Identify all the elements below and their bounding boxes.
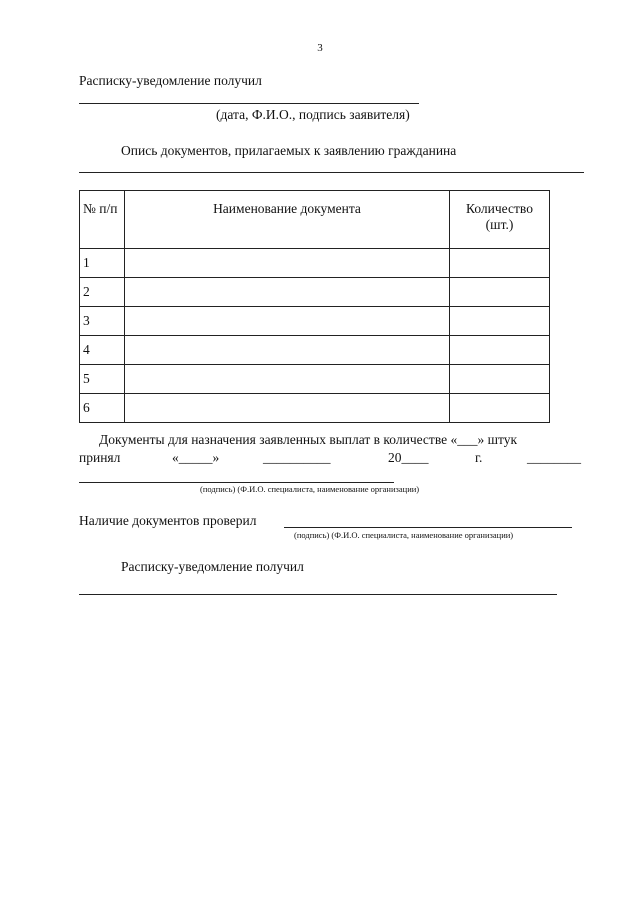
acceptance-end-field: ________ (527, 450, 581, 465)
acceptance-signature-line (79, 482, 394, 483)
receipt-top-caption: (дата, Ф.И.О., подпись заявителя) (216, 107, 410, 122)
row-quantity-cell[interactable] (450, 278, 550, 307)
row-quantity-cell[interactable] (450, 365, 550, 394)
receipt-bottom-signature-line (79, 594, 557, 595)
acceptance-line: Документы для назначения заявленных выплат в количестве «___» штук (99, 432, 518, 447)
acceptance-caption: (подпись) (Ф.И.О. специалиста, наименование организации) (200, 484, 420, 494)
header-document-name: Наименование документа (125, 191, 450, 249)
table-row (80, 249, 550, 278)
row-number: 3 (80, 307, 125, 336)
table-header-row (80, 191, 550, 249)
row-quantity-cell[interactable] (450, 307, 550, 336)
table-row (80, 307, 550, 336)
row-number: 2 (80, 278, 125, 307)
inventory-title: Опись документов, прилагаемых к заявлению гражданина (121, 143, 457, 158)
acceptance-year-field: 20____ (388, 450, 429, 465)
verification-label: Наличие документов проверил (79, 513, 257, 528)
row-quantity-cell[interactable] (450, 336, 550, 365)
row-number: 5 (80, 365, 125, 394)
acceptance-month-field: __________ (263, 450, 331, 465)
row-document-cell[interactable] (125, 365, 450, 394)
table-row (80, 336, 550, 365)
acceptance-year-suffix: г. (475, 450, 483, 465)
page-number: 3 (317, 42, 323, 54)
verification-signature-line (284, 527, 572, 528)
inventory-title-line (79, 172, 584, 173)
inventory-table (79, 190, 550, 423)
row-document-cell[interactable] (125, 249, 450, 278)
row-quantity-cell[interactable] (450, 394, 550, 423)
row-document-cell[interactable] (125, 278, 450, 307)
row-number: 4 (80, 336, 125, 365)
table-row (80, 394, 550, 423)
row-document-cell[interactable] (125, 394, 450, 423)
row-quantity-cell[interactable] (450, 249, 550, 278)
table-row (80, 278, 550, 307)
row-document-cell[interactable] (125, 336, 450, 365)
row-number: 1 (80, 249, 125, 278)
header-quantity: Количество (шт.) (450, 191, 550, 249)
table-row (80, 365, 550, 394)
receipt-bottom-label: Расписку-уведомление получил (121, 559, 304, 574)
header-number: № п/п (80, 191, 125, 249)
receipt-top-label: Расписку-уведомление получил (79, 73, 262, 88)
acceptance-day-field: «_____» (172, 450, 220, 465)
verification-caption: (подпись) (Ф.И.О. специалиста, наименование организации) (294, 530, 514, 540)
row-number: 6 (80, 394, 125, 423)
receipt-top-signature-line (79, 103, 419, 104)
row-document-cell[interactable] (125, 307, 450, 336)
acceptance-accepted-label: принял (79, 450, 121, 465)
